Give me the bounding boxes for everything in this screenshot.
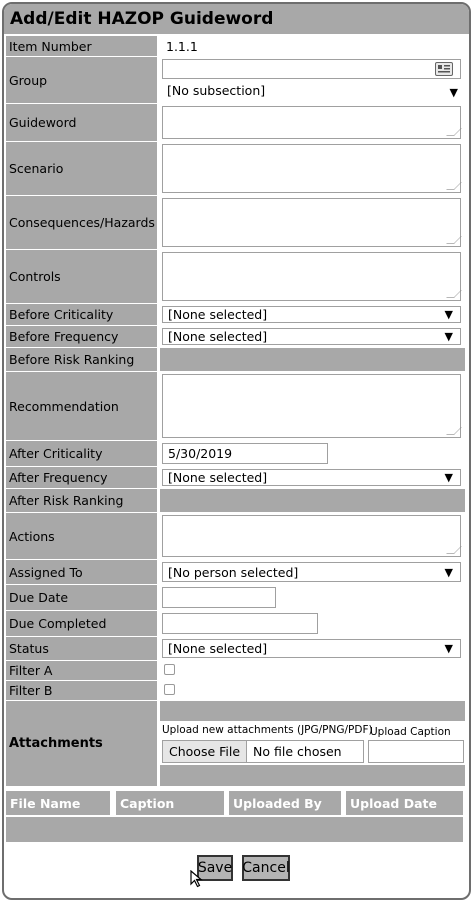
after-criticality-label: After Criticality: [6, 441, 157, 466]
col-uploaded-by[interactable]: Uploaded By: [229, 791, 341, 815]
contact-card-icon[interactable]: [435, 62, 453, 76]
resize-grip[interactable]: [446, 546, 462, 554]
resize-grip[interactable]: [446, 236, 462, 244]
col-upload-date[interactable]: Upload Date: [346, 791, 463, 815]
scenario-textarea[interactable]: [162, 144, 461, 193]
choose-file-button[interactable]: Choose File: [163, 741, 247, 762]
subsection-select[interactable]: [No subsection]: [167, 83, 266, 98]
group-field: [160, 57, 465, 103]
before-risk-value: [160, 348, 465, 371]
dialog: [2, 2, 471, 900]
select-value: [None selected]: [168, 329, 268, 344]
after-criticality-field: [160, 441, 465, 466]
status-select[interactable]: [162, 639, 461, 658]
after-frequency-select[interactable]: [162, 469, 461, 486]
select-value: [None selected]: [168, 307, 268, 322]
recommendation-label: Recommendation: [6, 372, 157, 440]
upload-label: Upload new attachments (JPG/PNG/PDF): [162, 724, 373, 736]
controls-textarea[interactable]: [162, 252, 461, 301]
status-label: Status: [6, 637, 157, 660]
before-frequency-label: Before Frequency: [6, 326, 157, 347]
actions-textarea[interactable]: [162, 515, 461, 557]
upload-caption-input[interactable]: [368, 740, 464, 763]
item-number-label: Item Number: [6, 36, 157, 56]
item-number-value: 1.1.1: [160, 36, 465, 56]
save-button[interactable]: Save: [197, 855, 233, 881]
dropdown-arrow-icon: ▼: [444, 471, 453, 484]
due-completed-label: Due Completed: [6, 611, 157, 636]
after-risk-label: After Risk Ranking: [6, 489, 157, 512]
input-value: 5/30/2019: [168, 446, 233, 461]
before-frequency-select[interactable]: [162, 328, 461, 345]
due-date-label: Due Date: [6, 585, 157, 610]
scenario-label: Scenario: [6, 142, 157, 195]
after-frequency-field: [160, 467, 465, 488]
consequences-label: Consequences/Hazards: [6, 196, 157, 249]
cancel-button[interactable]: Cancel: [242, 855, 290, 881]
filter-a-field: [160, 661, 465, 680]
consequences-textarea[interactable]: [162, 198, 461, 247]
resize-grip[interactable]: [446, 128, 462, 136]
no-file-text: No file chosen: [253, 744, 342, 759]
dialog-title: Add/Edit HAZOP Guideword: [4, 4, 469, 34]
resize-grip[interactable]: [446, 290, 462, 298]
controls-label: Controls: [6, 250, 157, 303]
dropdown-arrow-icon: ▼: [444, 330, 453, 343]
filter-a-checkbox[interactable]: [164, 664, 175, 675]
scenario-field: [160, 142, 465, 195]
filter-b-checkbox[interactable]: [164, 684, 175, 695]
filter-b-field: [160, 681, 465, 700]
dropdown-arrow-icon[interactable]: ▼: [449, 86, 458, 99]
before-criticality-label: Before Criticality: [6, 304, 157, 325]
status-field: [160, 637, 465, 660]
guideword-label: Guideword: [6, 104, 157, 141]
guideword-field: [160, 104, 465, 141]
col-caption[interactable]: Caption: [116, 791, 224, 815]
attachments-header-bar: [160, 701, 465, 721]
due-completed-input[interactable]: [162, 613, 318, 634]
mouse-cursor-icon: [190, 870, 204, 892]
resize-grip[interactable]: [446, 427, 462, 435]
after-risk-value: [160, 489, 465, 512]
assigned-to-label: Assigned To: [6, 560, 157, 584]
select-value: [None selected]: [168, 641, 268, 656]
table-empty-row: [6, 817, 463, 842]
after-criticality-input[interactable]: [162, 443, 328, 464]
resize-grip[interactable]: [446, 182, 462, 190]
group-input[interactable]: [162, 59, 461, 79]
before-criticality-field: [160, 304, 465, 325]
due-date-field: [160, 585, 465, 610]
actions-field: [160, 513, 465, 559]
assigned-to-field: [160, 560, 465, 584]
recommendation-field: [160, 372, 465, 440]
dropdown-arrow-icon: ▼: [444, 308, 453, 321]
col-file-name[interactable]: File Name: [6, 791, 110, 815]
select-value: [No person selected]: [168, 564, 299, 580]
before-frequency-field: [160, 326, 465, 347]
due-date-input[interactable]: [162, 587, 276, 608]
dropdown-arrow-icon: ▼: [444, 565, 453, 579]
recommendation-textarea[interactable]: [162, 374, 461, 438]
attachments-field: [160, 701, 465, 786]
group-label: Group: [6, 57, 157, 103]
due-completed-field: [160, 611, 465, 636]
dropdown-arrow-icon: ▼: [444, 642, 453, 655]
file-input[interactable]: [162, 740, 364, 763]
actions-label: Actions: [6, 513, 157, 559]
select-value: [None selected]: [168, 470, 268, 485]
after-frequency-label: After Frequency: [6, 467, 157, 488]
before-risk-label: Before Risk Ranking: [6, 348, 157, 371]
assigned-to-select[interactable]: [162, 562, 461, 582]
filter-a-label: Filter A: [6, 661, 157, 680]
controls-field: [160, 250, 465, 303]
before-criticality-select[interactable]: [162, 306, 461, 323]
attachments-label: Attachments: [6, 701, 157, 786]
consequences-field: [160, 196, 465, 249]
upload-caption-label: Upload Caption: [370, 726, 451, 738]
filter-b-label: Filter B: [6, 681, 157, 700]
guideword-textarea[interactable]: [162, 106, 461, 139]
attachments-footer-bar: [160, 765, 465, 786]
